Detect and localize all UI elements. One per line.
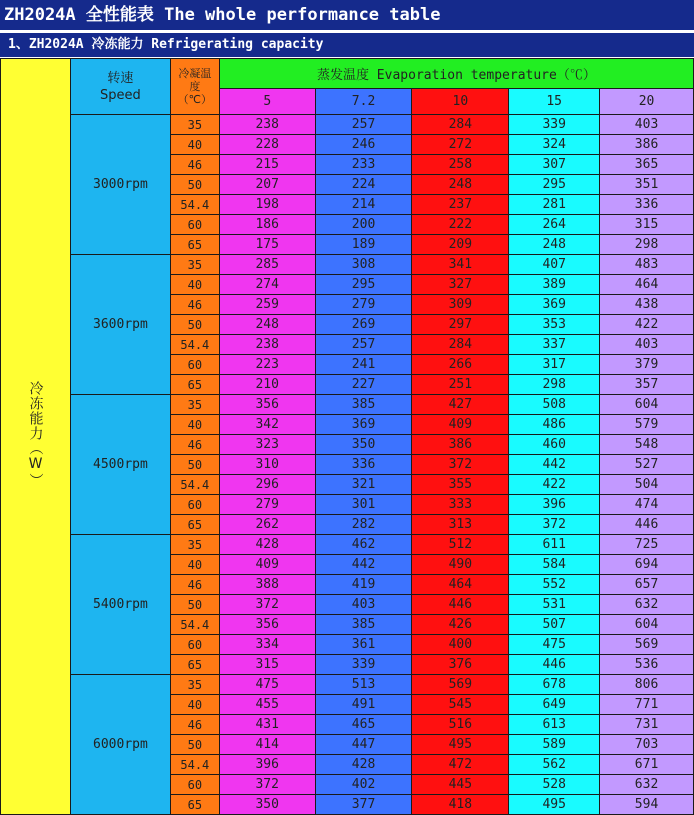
capacity-value: 446: [412, 595, 509, 615]
page-title: ZH2024A 全性能表 The whole performance table: [0, 0, 694, 30]
capacity-value: 233: [315, 155, 412, 175]
capacity-value: 264: [509, 215, 600, 235]
capacity-value: 315: [219, 655, 315, 675]
capacity-value: 372: [219, 775, 315, 795]
condensing-temp-cell: 60: [170, 215, 219, 235]
capacity-value: 649: [509, 695, 600, 715]
capacity-value: 632: [600, 595, 694, 615]
table-row: [1, 255, 694, 275]
capacity-value: 317: [509, 355, 600, 375]
table-row: [1, 675, 694, 695]
capacity-value: 355: [412, 475, 509, 495]
capacity-value: 251: [412, 375, 509, 395]
capacity-value: 513: [315, 675, 412, 695]
condensing-temp-cell: 60: [170, 775, 219, 795]
capacity-value: 419: [315, 575, 412, 595]
speed-cell: 4500rpm: [70, 395, 170, 535]
capacity-value: 495: [509, 795, 600, 815]
condensing-temp-cell: 50: [170, 175, 219, 195]
capacity-value: 353: [509, 315, 600, 335]
capacity-value: 486: [509, 415, 600, 435]
capacity-value: 282: [315, 515, 412, 535]
capacity-value: 504: [600, 475, 694, 495]
condensing-temp-cell: 65: [170, 655, 219, 675]
capacity-value: 266: [412, 355, 509, 375]
capacity-value: 241: [315, 355, 412, 375]
capacity-value: 403: [600, 115, 694, 135]
capacity-value: 298: [509, 375, 600, 395]
capacity-value: 321: [315, 475, 412, 495]
capacity-value: 490: [412, 555, 509, 575]
table-body: [1, 59, 694, 815]
capacity-value: 342: [219, 415, 315, 435]
capacity-value: 365: [600, 155, 694, 175]
condensing-temp-cell: 46: [170, 435, 219, 455]
capacity-value: 447: [315, 735, 412, 755]
side-label-cell: [1, 59, 71, 815]
condensing-temp-cell: 50: [170, 735, 219, 755]
condensing-temp-cell: 40: [170, 415, 219, 435]
capacity-value: 460: [509, 435, 600, 455]
capacity-value: 465: [315, 715, 412, 735]
capacity-value: 350: [219, 795, 315, 815]
capacity-value: 409: [412, 415, 509, 435]
capacity-value: 285: [219, 255, 315, 275]
capacity-value: 731: [600, 715, 694, 735]
capacity-value: 337: [509, 335, 600, 355]
capacity-value: 189: [315, 235, 412, 255]
capacity-value: 531: [509, 595, 600, 615]
capacity-value: 475: [219, 675, 315, 695]
capacity-value: 248: [509, 235, 600, 255]
capacity-value: 238: [219, 335, 315, 355]
capacity-value: 186: [219, 215, 315, 235]
capacity-value: 455: [219, 695, 315, 715]
capacity-value: 198: [219, 195, 315, 215]
capacity-value: 262: [219, 515, 315, 535]
capacity-value: 771: [600, 695, 694, 715]
condensing-temp-cell: 40: [170, 275, 219, 295]
capacity-value: 334: [219, 635, 315, 655]
capacity-value: 483: [600, 255, 694, 275]
condensing-temp-cell: 60: [170, 495, 219, 515]
condensing-temp-cell: 60: [170, 355, 219, 375]
capacity-value: 527: [600, 455, 694, 475]
capacity-value: 269: [315, 315, 412, 335]
condensing-temp-cell: 40: [170, 555, 219, 575]
capacity-value: 298: [600, 235, 694, 255]
capacity-value: 613: [509, 715, 600, 735]
capacity-value: 257: [315, 335, 412, 355]
evap-temp-1: 7.2: [315, 89, 412, 115]
capacity-value: 258: [412, 155, 509, 175]
capacity-value: 297: [412, 315, 509, 335]
capacity-value: 274: [219, 275, 315, 295]
speed-cell: 3600rpm: [70, 255, 170, 395]
capacity-value: 562: [509, 755, 600, 775]
capacity-value: 594: [600, 795, 694, 815]
capacity-value: 357: [600, 375, 694, 395]
section-title: 1、ZH2024A 冷冻能力 Refrigerating capacity: [0, 33, 694, 57]
capacity-value: 296: [219, 475, 315, 495]
capacity-value: 725: [600, 535, 694, 555]
capacity-value: 209: [412, 235, 509, 255]
capacity-value: 295: [509, 175, 600, 195]
capacity-value: 536: [600, 655, 694, 675]
capacity-value: 372: [509, 515, 600, 535]
capacity-value: 552: [509, 575, 600, 595]
capacity-value: 569: [600, 635, 694, 655]
capacity-value: 214: [315, 195, 412, 215]
capacity-value: 307: [509, 155, 600, 175]
capacity-value: 388: [219, 575, 315, 595]
capacity-value: 385: [315, 395, 412, 415]
capacity-value: 376: [412, 655, 509, 675]
capacity-value: 657: [600, 575, 694, 595]
condensing-temp-cell: 35: [170, 675, 219, 695]
capacity-value: 475: [509, 635, 600, 655]
capacity-value: 464: [412, 575, 509, 595]
capacity-value: 248: [219, 315, 315, 335]
condensing-temp-cell: 54.4: [170, 195, 219, 215]
capacity-value: 210: [219, 375, 315, 395]
condensing-temp-cell: 35: [170, 535, 219, 555]
capacity-value: 495: [412, 735, 509, 755]
evap-temp-2: 10: [412, 89, 509, 115]
condensing-temp-cell: 54.4: [170, 615, 219, 635]
condensing-temp-cell: 35: [170, 115, 219, 135]
capacity-value: 427: [412, 395, 509, 415]
capacity-value: 339: [509, 115, 600, 135]
capacity-value: 308: [315, 255, 412, 275]
condensing-temp-cell: 35: [170, 395, 219, 415]
condensing-temp-cell: 54.4: [170, 755, 219, 775]
capacity-value: 324: [509, 135, 600, 155]
table-row: [1, 395, 694, 415]
capacity-value: 446: [600, 515, 694, 535]
capacity-value: 223: [219, 355, 315, 375]
capacity-value: 237: [412, 195, 509, 215]
table-row: [1, 115, 694, 135]
performance-table: [0, 58, 694, 815]
capacity-value: 279: [219, 495, 315, 515]
condensing-temp-cell: 40: [170, 135, 219, 155]
condensing-temp-header-line: 冷凝温: [178, 67, 212, 80]
capacity-value: 446: [509, 655, 600, 675]
condensing-temp-cell: 46: [170, 575, 219, 595]
capacity-value: 703: [600, 735, 694, 755]
condensing-temp-header: [170, 59, 219, 115]
capacity-value: 372: [412, 455, 509, 475]
capacity-value: 222: [412, 215, 509, 235]
capacity-value: 339: [315, 655, 412, 675]
capacity-value: 442: [315, 555, 412, 575]
condensing-temp-cell: 40: [170, 695, 219, 715]
capacity-value: 227: [315, 375, 412, 395]
capacity-value: 464: [600, 275, 694, 295]
condensing-temp-cell: 46: [170, 295, 219, 315]
capacity-value: 336: [600, 195, 694, 215]
speed-cell: 3000rpm: [70, 115, 170, 255]
side-label: 冷冻能力（W）: [27, 381, 44, 488]
capacity-value: 309: [412, 295, 509, 315]
capacity-value: 257: [315, 115, 412, 135]
capacity-value: 403: [600, 335, 694, 355]
capacity-value: 341: [412, 255, 509, 275]
capacity-value: 386: [412, 435, 509, 455]
capacity-value: 442: [509, 455, 600, 475]
capacity-value: 323: [219, 435, 315, 455]
capacity-value: 385: [315, 615, 412, 635]
capacity-value: 403: [315, 595, 412, 615]
capacity-value: 259: [219, 295, 315, 315]
capacity-value: 310: [219, 455, 315, 475]
capacity-value: 474: [600, 495, 694, 515]
capacity-value: 224: [315, 175, 412, 195]
capacity-value: 569: [412, 675, 509, 695]
capacity-value: 396: [509, 495, 600, 515]
capacity-value: 428: [219, 535, 315, 555]
condensing-temp-cell: 50: [170, 315, 219, 335]
capacity-value: 604: [600, 615, 694, 635]
condensing-temp-cell: 35: [170, 255, 219, 275]
capacity-value: 671: [600, 755, 694, 775]
capacity-value: 632: [600, 775, 694, 795]
capacity-value: 327: [412, 275, 509, 295]
condensing-temp-cell: 65: [170, 515, 219, 535]
speed-cell: 6000rpm: [70, 675, 170, 815]
capacity-value: 418: [412, 795, 509, 815]
capacity-value: 279: [315, 295, 412, 315]
capacity-value: 589: [509, 735, 600, 755]
capacity-value: 369: [315, 415, 412, 435]
capacity-value: 386: [600, 135, 694, 155]
speed-header-en: Speed: [100, 87, 141, 103]
capacity-value: 379: [600, 355, 694, 375]
capacity-value: 389: [509, 275, 600, 295]
capacity-value: 409: [219, 555, 315, 575]
capacity-value: 272: [412, 135, 509, 155]
capacity-value: 445: [412, 775, 509, 795]
capacity-value: 426: [412, 615, 509, 635]
capacity-value: 507: [509, 615, 600, 635]
capacity-value: 806: [600, 675, 694, 695]
capacity-value: 428: [315, 755, 412, 775]
capacity-value: 400: [412, 635, 509, 655]
capacity-value: 284: [412, 335, 509, 355]
capacity-value: 377: [315, 795, 412, 815]
condensing-temp-cell: 54.4: [170, 335, 219, 355]
capacity-value: 512: [412, 535, 509, 555]
capacity-value: 422: [509, 475, 600, 495]
capacity-value: 472: [412, 755, 509, 775]
capacity-value: 248: [412, 175, 509, 195]
condensing-temp-cell: 46: [170, 715, 219, 735]
capacity-value: 604: [600, 395, 694, 415]
capacity-value: 351: [600, 175, 694, 195]
capacity-value: 356: [219, 395, 315, 415]
speed-header: [70, 59, 170, 115]
condensing-temp-cell: 65: [170, 375, 219, 395]
capacity-value: 694: [600, 555, 694, 575]
capacity-value: 350: [315, 435, 412, 455]
condensing-temp-cell: 60: [170, 635, 219, 655]
capacity-value: 431: [219, 715, 315, 735]
capacity-value: 548: [600, 435, 694, 455]
capacity-value: 678: [509, 675, 600, 695]
capacity-value: 356: [219, 615, 315, 635]
capacity-value: 315: [600, 215, 694, 235]
condensing-temp-cell: 54.4: [170, 475, 219, 495]
capacity-value: 579: [600, 415, 694, 435]
speed-cell: 5400rpm: [70, 535, 170, 675]
capacity-value: 228: [219, 135, 315, 155]
capacity-value: 369: [509, 295, 600, 315]
evaporation-temp-header: 蒸发温度 Evaporation temperature（℃）: [219, 59, 693, 89]
capacity-value: 438: [600, 295, 694, 315]
capacity-value: 215: [219, 155, 315, 175]
capacity-value: 611: [509, 535, 600, 555]
capacity-value: 545: [412, 695, 509, 715]
condensing-temp-cell: 65: [170, 235, 219, 255]
capacity-value: 372: [219, 595, 315, 615]
condensing-temp-cell: 50: [170, 455, 219, 475]
evap-temp-0: 5: [219, 89, 315, 115]
condensing-temp-header-line: 度: [189, 80, 201, 93]
header-row: [1, 59, 694, 89]
capacity-value: 407: [509, 255, 600, 275]
capacity-value: 207: [219, 175, 315, 195]
capacity-value: 414: [219, 735, 315, 755]
capacity-value: 528: [509, 775, 600, 795]
table-row: [1, 535, 694, 555]
capacity-value: 200: [315, 215, 412, 235]
capacity-value: 508: [509, 395, 600, 415]
capacity-value: 246: [315, 135, 412, 155]
condensing-temp-header-line: （℃）: [177, 93, 213, 106]
capacity-value: 175: [219, 235, 315, 255]
capacity-value: 361: [315, 635, 412, 655]
condensing-temp-cell: 50: [170, 595, 219, 615]
evap-temp-3: 15: [509, 89, 600, 115]
capacity-value: 284: [412, 115, 509, 135]
capacity-value: 396: [219, 755, 315, 775]
capacity-value: 422: [600, 315, 694, 335]
capacity-value: 462: [315, 535, 412, 555]
capacity-value: 336: [315, 455, 412, 475]
capacity-value: 516: [412, 715, 509, 735]
capacity-value: 281: [509, 195, 600, 215]
speed-header-cn: 转速: [107, 70, 134, 86]
condensing-temp-cell: 65: [170, 795, 219, 815]
capacity-value: 238: [219, 115, 315, 135]
capacity-value: 301: [315, 495, 412, 515]
capacity-value: 584: [509, 555, 600, 575]
evap-temp-4: 20: [600, 89, 694, 115]
capacity-value: 333: [412, 495, 509, 515]
capacity-value: 313: [412, 515, 509, 535]
capacity-value: 295: [315, 275, 412, 295]
capacity-value: 402: [315, 775, 412, 795]
capacity-value: 491: [315, 695, 412, 715]
condensing-temp-cell: 46: [170, 155, 219, 175]
